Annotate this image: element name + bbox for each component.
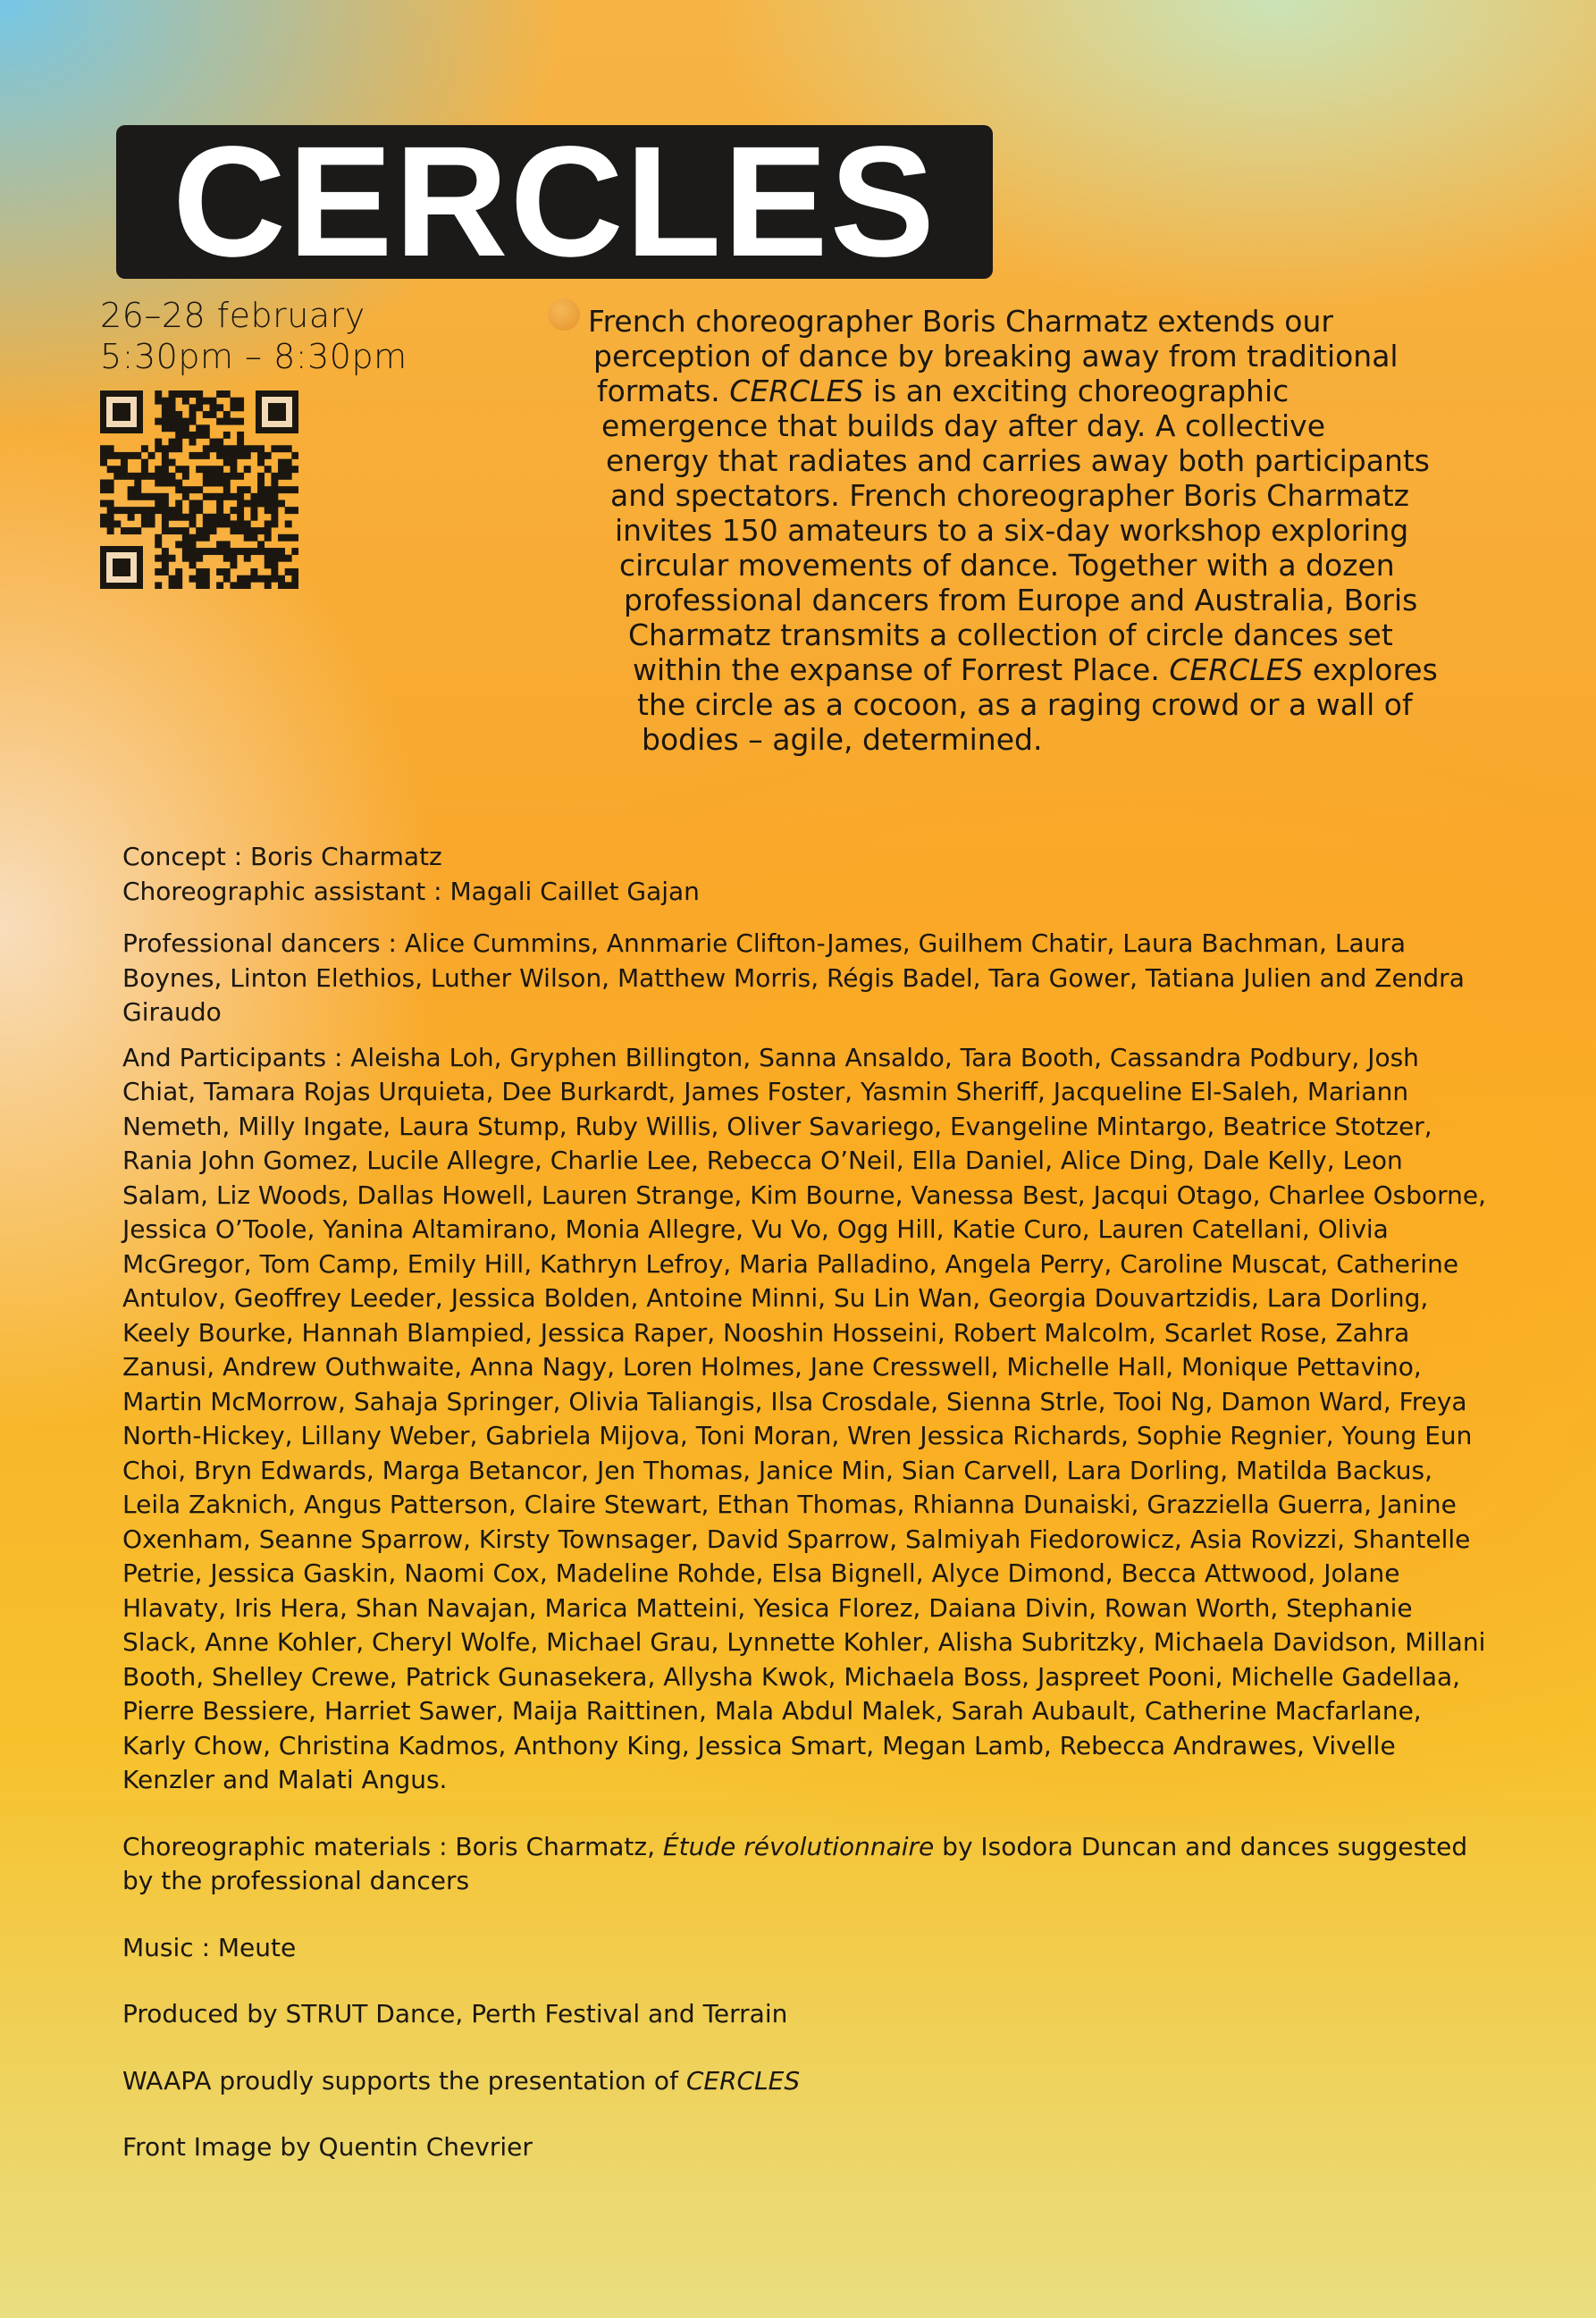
- intro-line: bodies – agile, determined.: [642, 722, 1043, 757]
- intro-line: circular movements of dance. Together with a dozen: [619, 548, 1395, 583]
- intro-line: the circle as a cocoon, as a raging crowd or a wall of: [637, 687, 1413, 722]
- materials-italic: Étude révolutionnaire: [662, 1831, 935, 1861]
- credit-front-image: Front Image by Quentin Chevrier: [122, 2132, 533, 2162]
- credit-materials: Choreographic materials : Boris Charmatz, Étude révolutionnaire by Isodora Duncan and dances suggested by the professional dancers: [122, 1831, 1468, 1895]
- credit-assistant: Choreographic assistant : Magali Caillet Gajan: [122, 876, 700, 906]
- intro-line: and spectators. French choreographer Boris Charmatz: [610, 478, 1409, 513]
- credit-concept: Concept : Boris Charmatz: [122, 842, 442, 871]
- cercles-italic: CERCLES: [685, 2065, 801, 2095]
- intro-paragraph: [588, 304, 1491, 757]
- event-dates: [100, 295, 407, 377]
- page-title: CERCLES: [172, 114, 937, 290]
- orange-circle-dot: [548, 298, 580, 331]
- intro-line: within the expanse of Forrest Place. CERCLES explores: [633, 652, 1438, 687]
- intro-line: emergence that builds day after day. A collective: [601, 408, 1326, 443]
- intro-line: French choreographer Boris Charmatz extends our: [588, 304, 1333, 339]
- credit-music: Music : Meute: [122, 1932, 297, 1962]
- cercles-italic: CERCLES: [729, 374, 864, 408]
- credit-professional-dancers: Professional dancers : Alice Cummins, Annmarie Clifton-James, Guilhem Chatir, Laura Bachman, Laura Boynes, Linton Elethios, Luther Wilson, Matthew Morris, Régis Badel, Tara Gower, Tatiana Julien and Zendra Giraudo: [122, 928, 1465, 1027]
- intro-line: energy that radiates and carries away both participants: [606, 443, 1430, 478]
- date-line: 26–28 february: [100, 296, 365, 335]
- intro-line: Charmatz transmits a collection of circle dances set: [628, 617, 1393, 652]
- credit-produced: Produced by STRUT Dance, Perth Festival and Terrain: [122, 1999, 788, 2028]
- qr-code-icon[interactable]: [100, 391, 298, 589]
- intro-line: formats. CERCLES is an exciting choreographic: [597, 374, 1289, 408]
- time-line: 5:30pm – 8:30pm: [100, 337, 407, 376]
- credits-section: [122, 840, 1490, 2165]
- intro-line: professional dancers from Europe and Australia, Boris: [624, 583, 1418, 617]
- credit-participants: And Participants : Aleisha Loh, Gryphen Billington, Sanna Ansaldo, Tara Booth, Cassandra Podbury, Josh Chiat, Tamara Rojas Urquieta, Dee Burkardt, James Foster, Yasmin Sheriff, Jacqueline El-Saleh, Mariann Nemeth, Milly Ingate, Laura Stump, Ruby Willis, Oliver Savariego, Evangeline Mintargo, Beatrice Stotzer, Rania John Gomez, Lucile Allegre, Charlie Lee, Rebecca O’Neil, Ella Daniel, Alice Ding, Dale Kelly, Leon Salam, Liz Woods, Dallas Howell, Lauren Strange, Kim Bourne, Vanessa Best, Jacqui Otago, Charlee Osborne, Jessica O’Toole, Yanina Altamirano, Monia Allegre, Vu Vo, Ogg Hill, Katie Curo, Lauren Catellani, Olivia McGregor, Tom Camp, Emily Hill, Kathryn Lefroy, Maria Palladino, Angela Perry, Caroline Muscat, Catherine Antulov, Geoffrey Leeder, Jessica Bolden, Antoine Minni, Su Lin Wan, Georgia Douvartzidis, Lara Dorling, Keely Bourke, Hannah Blampied, Jessica Raper, Nooshin Hosseini, Robert Malcolm, Scarlet Rose, Zahra Zanusi, Andrew Outhwaite, Anna Nagy, Loren Holmes, Jane Cresswell, Michelle Hall, Monique Pettavino, Martin McMorrow, Sahaja Springer, Olivia Taliangis, Ilsa Crosdale, Sienna Strle, Tooi Ng, Damon Ward, Freya North-Hickey, Lillany Weber, Gabriela Mijova, Toni Moran, Wren Jessica Richards, Sophie Regnier, Young Eun Choi, Bryn Edwards, Marga Betancor, Jen Thomas, Janice Min, Sian Carvell, Lara Dorling, Matilda Backus, Leila Zaknich, Angus Patterson, Claire Stewart, Ethan Thomas, Rhianna Dunaiski, Grazziella Guerra, Janine Oxenham, Seanne Sparrow, Kirsty Townsager, David Sparrow, Salmiyah Fiedorowicz, Asia Rovizzi, Shantelle Petrie, Jessica Gaskin, Naomi Cox, Madeline Rohde, Elsa Bignell, Alyce Dimond, Becca Attwood, Jolane Hlavaty, Iris Hera, Shan Navajan, Marica Matteini, Yesica Florez, Daiana Divin, Rowan Worth, Stephanie Slack, Anne Kohler, Cheryl Wolfe, Michael Grau, Lynnette Kohler, Alisha Subritzky, Michaela Davidson, Millani Booth, Shelley Crewe, Patrick Gunasekera, Allysha Kwok, Michaela Boss, Jaspreet Pooni, Michelle Gadellaa, Pierre Bessiere, Harriet Sawer, Maija Raittinen, Mala Abdul Malek, Sarah Aubault, Catherine Macfarlane, Karly Chow, Christina Kadmos, Anthony King, Jessica Smart, Megan Lamb, Rebecca Andrawes, Vivelle Kenzler and Malati Angus.: [122, 1042, 1486, 1794]
- credit-waapa: WAAPA proudly supports the presentation of CERCLES: [122, 2065, 801, 2095]
- cercles-italic: CERCLES: [1169, 652, 1304, 687]
- intro-line: invites 150 amateurs to a six-day workshop exploring: [615, 513, 1409, 548]
- intro-line: perception of dance by breaking away from traditional: [593, 339, 1399, 374]
- title-box: [116, 114, 993, 290]
